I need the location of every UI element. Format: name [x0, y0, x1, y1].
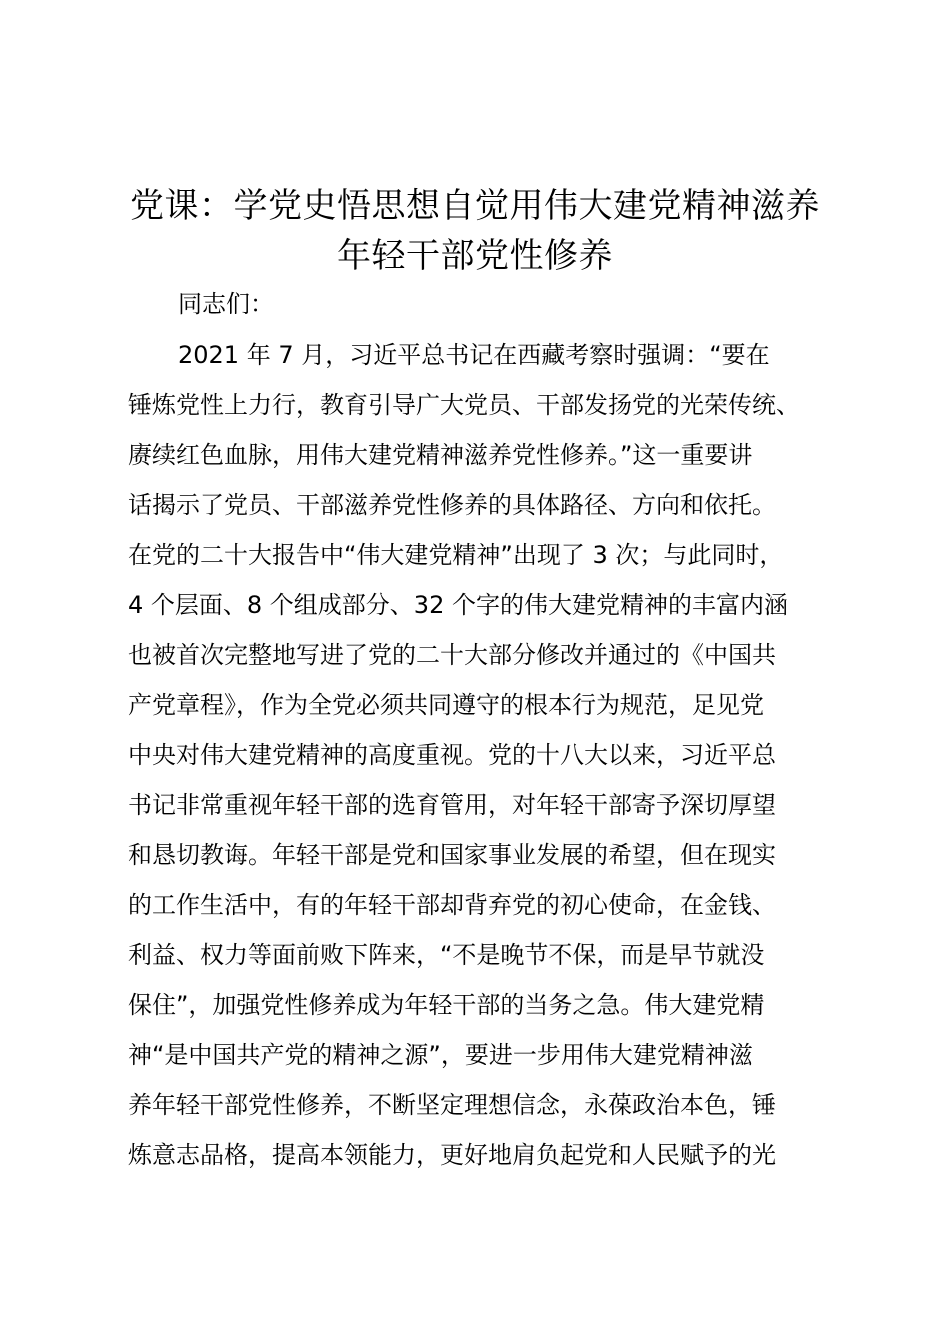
- body-line: 锤炼党性上力行，教育引导广大党员、干部发扬党的光荣传统、: [128, 391, 800, 419]
- body-line: 和恳切教诲。年轻干部是党和国家事业发展的希望，但在现实: [128, 841, 776, 869]
- body-line: 2021 年 7 月，习近平总书记在西藏考察时强调：“要在: [178, 341, 770, 369]
- salutation: 同志们：: [178, 290, 274, 318]
- document-title-line-1: 党课：学党史悟思想自觉用伟大建党精神滋养: [130, 186, 820, 226]
- body-line: 保住”，加强党性修养成为年轻干部的当务之急。伟大建党精: [128, 991, 765, 1019]
- body-line: 赓续红色血脉，用伟大建党精神滋养党性修养。”这一重要讲: [128, 441, 753, 469]
- body-line: 养年轻干部党性修养，不断坚定理想信念，永葆政治本色，锤: [128, 1091, 776, 1119]
- body-line: 4 个层面、8 个组成部分、32 个字的伟大建党精神的丰富内涵: [128, 591, 788, 619]
- document-title-line-2: 年轻干部党性修养: [337, 236, 613, 276]
- body-line: 话揭示了党员、干部滋养党性修养的具体路径、方向和依托。: [128, 491, 776, 519]
- body-line: 书记非常重视年轻干部的选育管用，对年轻干部寄予深切厚望: [128, 791, 776, 819]
- body-line: 也被首次完整地写进了党的二十大部分修改并通过的《中国共: [128, 641, 776, 669]
- body-line: 的工作生活中，有的年轻干部却背弃党的初心使命，在金钱、: [128, 891, 776, 919]
- body-line: 神“是中国共产党的精神之源”，要进一步用伟大建党精神滋: [128, 1041, 753, 1069]
- body-line: 炼意志品格，提高本领能力，更好地肩负起党和人民赋予的光: [128, 1141, 776, 1169]
- body-line: 中央对伟大建党精神的高度重视。党的十八大以来，习近平总: [128, 741, 776, 769]
- body-line: 在党的二十大报告中“伟大建党精神”出现了 3 次；与此同时，: [128, 541, 784, 569]
- body-line: 利益、权力等面前败下阵来，“不是晚节不保，而是早节就没: [128, 941, 765, 969]
- body-line: 产党章程》，作为全党必须共同遵守的根本行为规范，足见党: [128, 691, 764, 719]
